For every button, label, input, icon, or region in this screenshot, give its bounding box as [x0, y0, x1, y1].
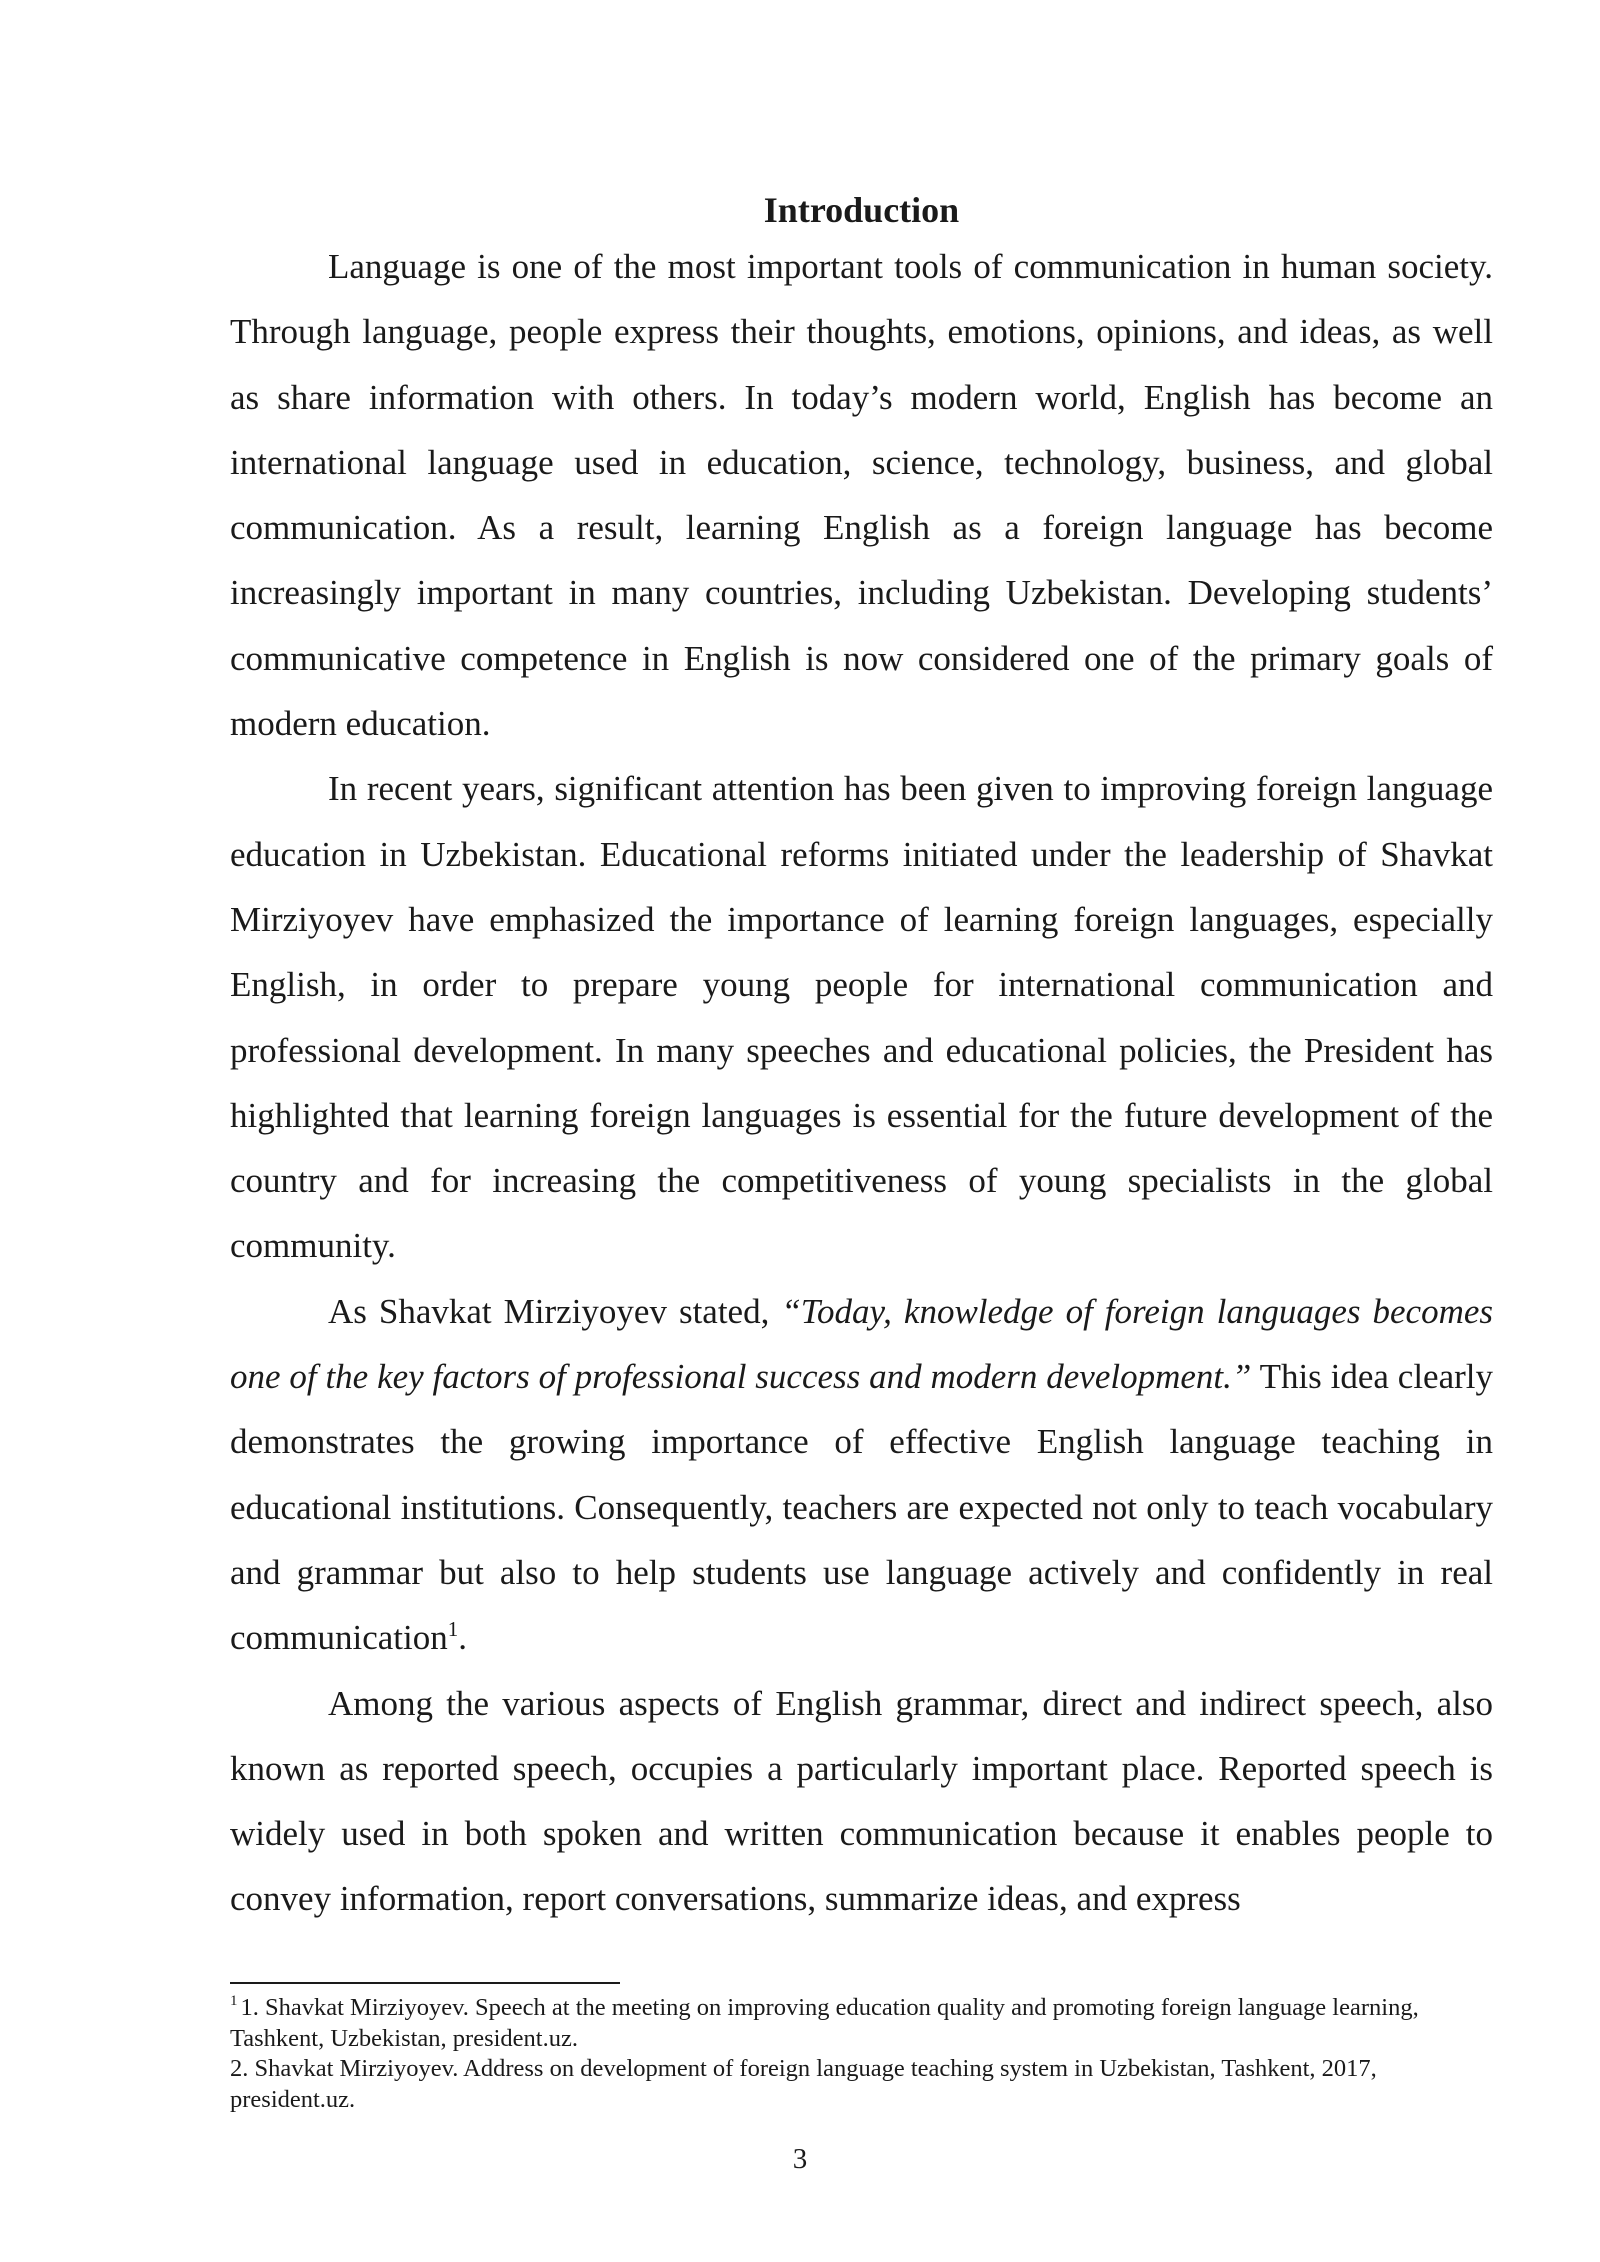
paragraph-3 [230, 1279, 1493, 1671]
footnote-entry-2: 2. Shavkat Mirziyoyev. Address on development of foreign language teaching system in Uzbekistan, Tashkent, 2017, president.uz. [230, 2055, 1377, 2113]
footnote-separator [230, 1982, 620, 1984]
paragraph-3-body: This idea clearly demonstrates the growing importance of effective English language teaching in educational institutions. Consequently, teachers are expected not only to teach vocabulary and grammar but also to help students use language actively and confidently in real communication [230, 1357, 1493, 1658]
paragraph-3-lead: As Shavkat Mirziyoyev stated, [328, 1291, 782, 1331]
footnote-reference[interactable]: 1 [447, 1617, 459, 1642]
paragraph-3-tail: . [458, 1618, 467, 1658]
paragraph-2: In recent years, significant attention has been given to improving foreign language education in Uzbekistan. Educational reforms initiated under the leadership of Shavkat Mirziyoyev have emphasized the importance of learning foreign languages, especially English, in order to prepare young people for international communication and professional development. In many speeches and educational policies, the President has highlighted that learning foreign languages is essential for the future development of the country and for increasing the competitiveness of young specialists in the global community. [230, 769, 1493, 1266]
section-title: Introduction [763, 190, 960, 230]
paragraph-1: Language is one of the most important tools of communication in human society. Through language, people express their thoughts, emotions, opinions, and ideas, as well as share information with others. In today’s modern world, English has become an international language used in education, science, technology, business, and global communication. As a result, learning English as a foreign language has become increasingly important in many countries, including Uzbekistan. Developing students’ communicative competence in English is now considered one of the primary goals of modern education. [230, 247, 1493, 744]
page-number: 3 [792, 2143, 808, 2175]
footnotes [230, 1993, 1480, 2115]
footnote-entry-1 [230, 1993, 1480, 2054]
footnote-marker: 1 [230, 1993, 238, 2009]
president-quote: “Today, knowledge of foreign languages becomes one of the key factors of professional success and modern development.” [230, 1291, 1493, 1397]
footnote-text-1: 1. Shavkat Mirziyoyev. Speech at the meeting on improving education quality and promoting foreign language learning, Tashkent, Uzbekistan, president.uz. [230, 1994, 1419, 2052]
document-body [230, 190, 1493, 1932]
paragraph-4: Among the various aspects of English grammar, direct and indirect speech, also known as reported speech, occupies a particularly important place. Reported speech is widely used in both spoken and written communication because it enables people to convey information, report conversations, summarize ideas, and express [230, 1683, 1493, 1919]
